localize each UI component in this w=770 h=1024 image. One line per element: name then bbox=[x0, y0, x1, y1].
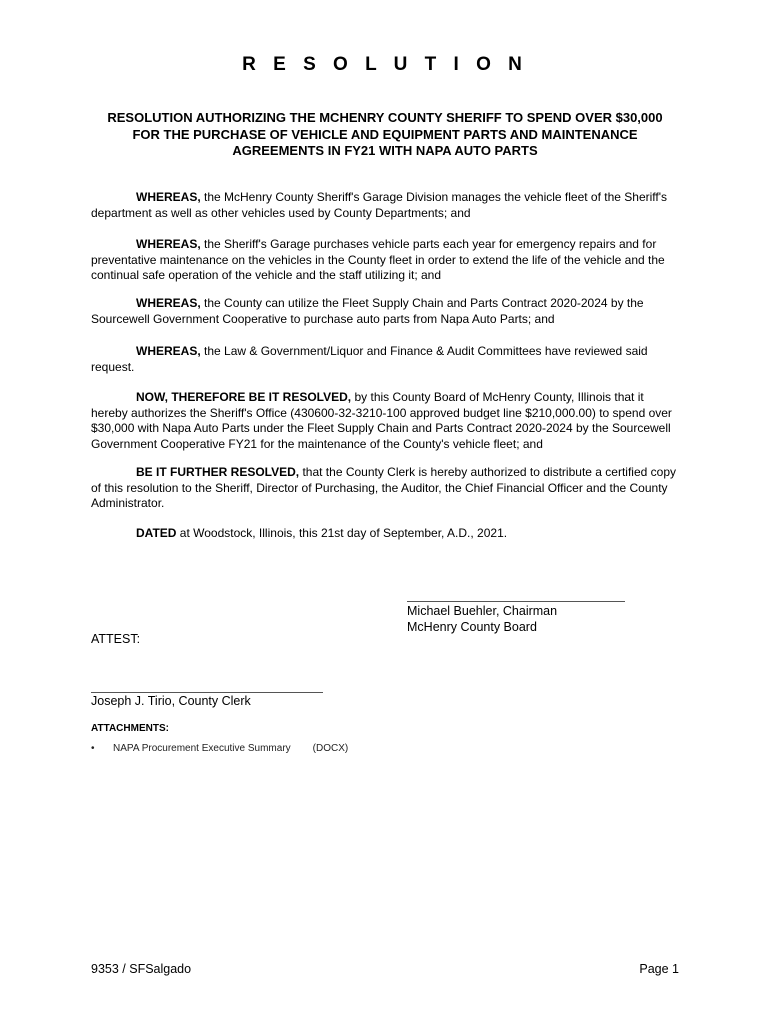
whereas-paragraph-4 bbox=[91, 344, 679, 375]
paragraph-text: the County can utilize the Fleet Supply Chain and Parts Contract 2020-2024 by the Sourcewell Government Cooperative to purchase auto parts from Napa Auto Parts; and bbox=[91, 296, 644, 326]
paragraph-text: by this County Board of McHenry County, Illinois that it hereby authorizes the Sheriff's Office (430600-32-3210-100 approved budget line $210,000.00) to spend over $30,000 with Napa Auto Parts under the Fleet Supply Chain and Parts Contract 2020-2024 by the Sourcewell Government Cooperative FY21 for the maintenance of the County's vehicle fleet; and bbox=[91, 390, 672, 451]
clerk-signature-line bbox=[91, 692, 323, 693]
resolved-paragraph bbox=[91, 390, 679, 452]
paragraph-lead: WHEREAS, bbox=[136, 237, 201, 251]
attachment-name[interactable]: NAPA Procurement Executive Summary bbox=[113, 743, 291, 754]
further-resolved-paragraph bbox=[91, 465, 679, 512]
chairman-name: Michael Buehler, Chairman bbox=[407, 604, 558, 618]
bullet-icon: • bbox=[91, 743, 95, 754]
dated-paragraph bbox=[91, 526, 679, 542]
paragraph-text: the Sheriff's Garage purchases vehicle parts each year for emergency repairs and for preventative maintenance on the vehicles in the County fleet in order to extend the life of the vehicle and the continual safe operation of the vehicle and the staff utilizing it; and bbox=[91, 237, 665, 282]
chairman-signature-line bbox=[407, 601, 625, 602]
attachment-type: (DOCX) bbox=[312, 743, 349, 754]
attachments-heading: ATTACHMENTS: bbox=[91, 723, 169, 734]
attachment-item[interactable] bbox=[91, 743, 348, 754]
paragraph-lead: WHEREAS, bbox=[136, 344, 201, 358]
whereas-paragraph-1 bbox=[91, 190, 679, 221]
document-title: R E S O L U T I O N bbox=[242, 54, 528, 75]
whereas-paragraph-2 bbox=[91, 237, 679, 284]
paragraph-text: that the County Clerk is hereby authorized to distribute a certified copy of this resolution to the Sheriff, Director of Purchasing, the Auditor, the Chief Financial Officer and the County Administrator. bbox=[91, 465, 676, 510]
paragraph-lead: WHEREAS, bbox=[136, 296, 201, 310]
paragraph-lead: DATED bbox=[136, 526, 177, 540]
document-subtitle: RESOLUTION AUTHORIZING THE MCHENRY COUNTY SHERIFF TO SPEND OVER $30,000 FOR THE PURCHASE OF VEHICLE AND EQUIPMENT PARTS AND MAINTENANCE AGREEMENTS IN FY21 WITH NAPA AUTO PARTS bbox=[107, 110, 663, 158]
paragraph-lead: BE IT FURTHER RESOLVED, bbox=[136, 465, 300, 479]
paragraph-lead: WHEREAS, bbox=[136, 190, 201, 204]
clerk-name: Joseph J. Tirio, County Clerk bbox=[91, 694, 251, 708]
footer-page-number: Page 1 bbox=[639, 962, 679, 976]
footer-document-id: 9353 / SFSalgado bbox=[91, 962, 192, 976]
chairman-organization: McHenry County Board bbox=[407, 620, 537, 634]
attest-label: ATTEST: bbox=[91, 632, 141, 646]
paragraph-text: the Law & Government/Liquor and Finance & Audit Committees have reviewed said request. bbox=[91, 344, 648, 374]
paragraph-text: at Woodstock, Illinois, this 21st day of September, A.D., 2021. bbox=[176, 526, 508, 540]
paragraph-text: the McHenry County Sheriff's Garage Division manages the vehicle fleet of the Sheriff's department as well as other vehicles used by County Departments; and bbox=[91, 190, 668, 220]
whereas-paragraph-3 bbox=[91, 296, 679, 327]
paragraph-lead: NOW, THEREFORE BE IT RESOLVED, bbox=[136, 390, 352, 404]
